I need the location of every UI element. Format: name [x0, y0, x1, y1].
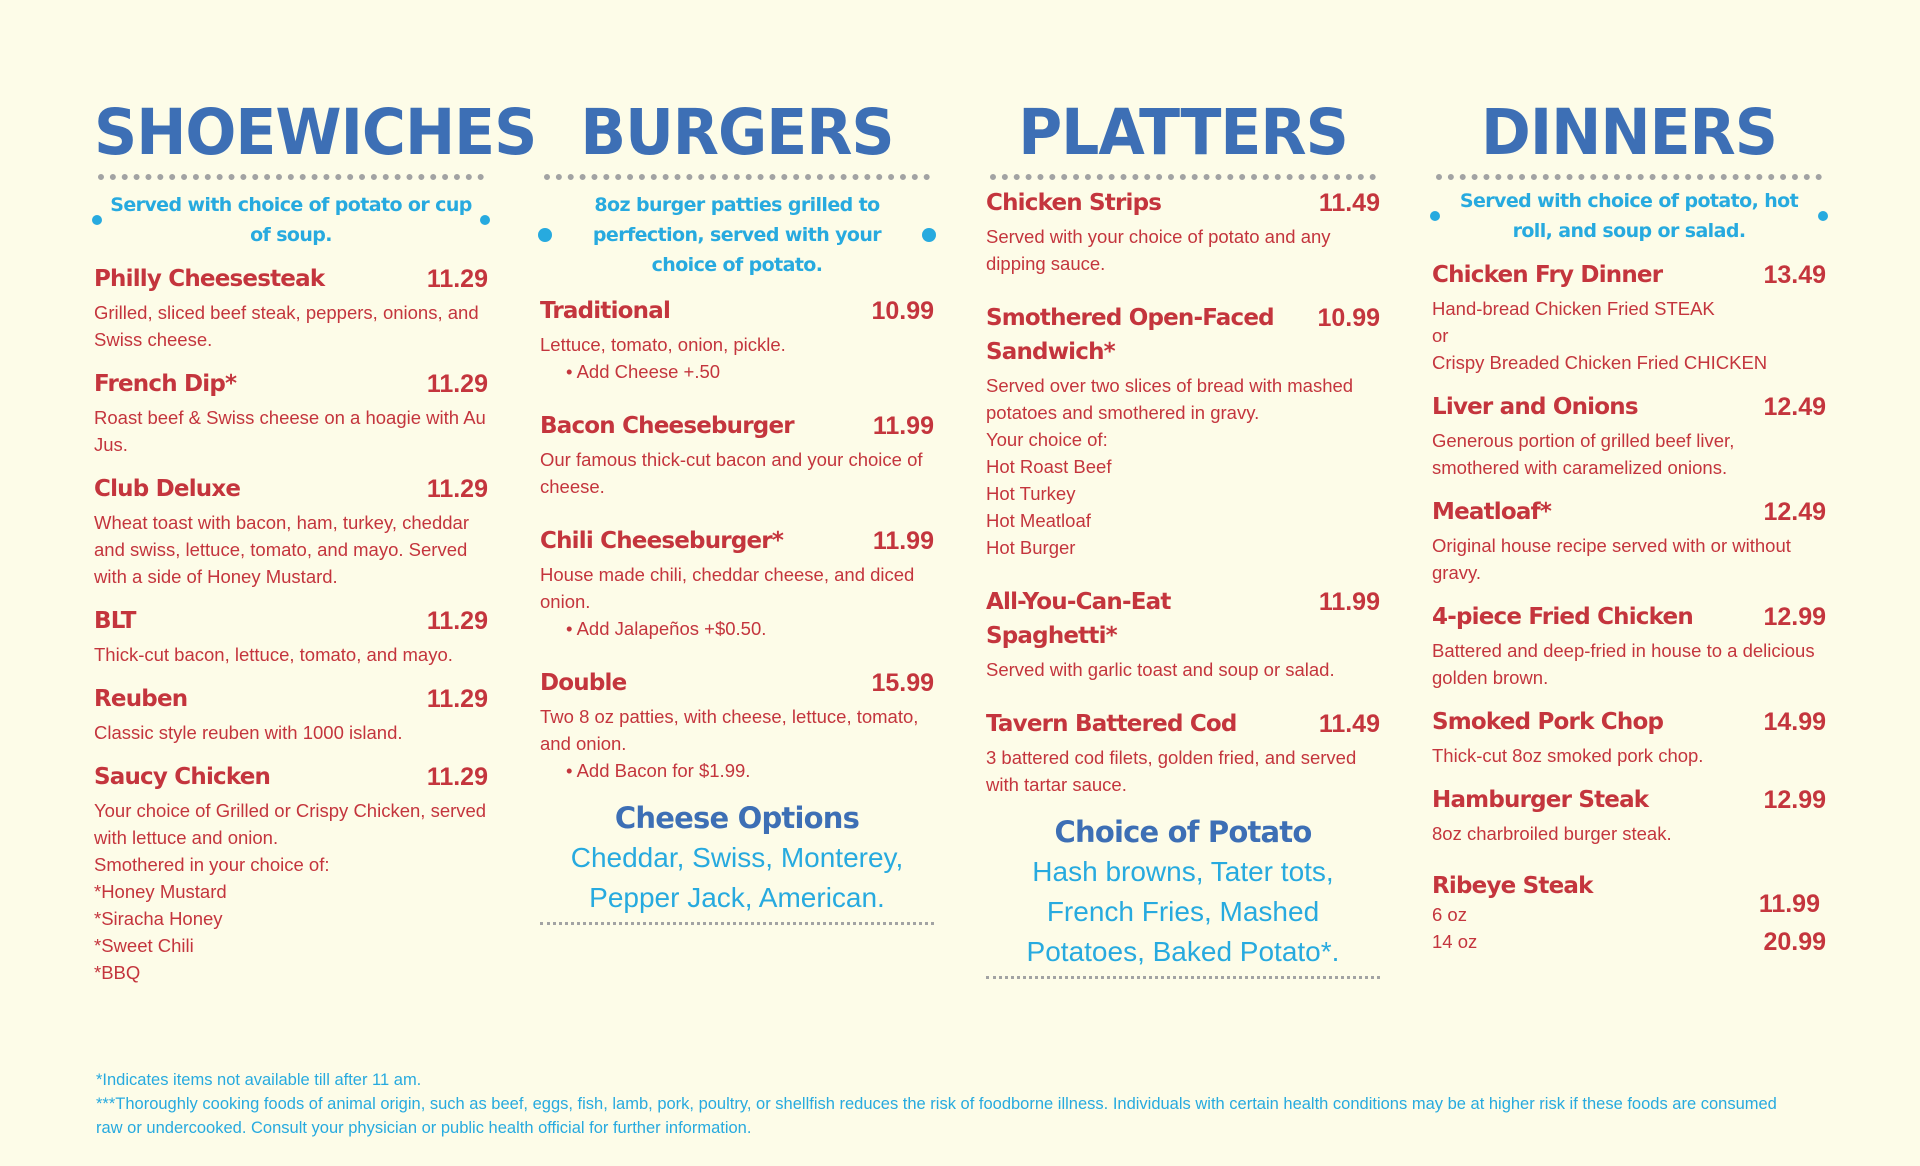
item-price: 10.99 [871, 297, 934, 325]
item-price: 11.99 [1318, 588, 1380, 616]
description-line: 3 battered cod filets, golden fried, and served with tartar sauce. [986, 747, 1357, 795]
bullet-icon [922, 228, 936, 242]
item-description [540, 446, 934, 500]
item-header [94, 472, 488, 506]
item-addon: • Add Bacon for $1.99. [566, 760, 751, 781]
description-line: *BBQ [94, 962, 141, 983]
item-name: Meatloaf* [1432, 499, 1552, 525]
item-description [94, 299, 488, 353]
description-line: *Sweet Chili [94, 935, 194, 956]
item-price: 11.99 [872, 412, 934, 440]
description-line: *Siracha Honey [94, 908, 223, 929]
description-line: Crispy Breaded Chicken Fried CHICKEN [1432, 352, 1768, 373]
menu-item [1432, 783, 1826, 847]
description-line: or [1432, 325, 1449, 346]
dinners-section [1432, 98, 1826, 959]
item-name: Traditional [540, 298, 671, 324]
item-description [94, 509, 488, 590]
description-line: Served over two slices of bread with mashed potatoes and smothered in gravy. [986, 375, 1354, 423]
item-price: 11.49 [1318, 710, 1380, 738]
item-name: Club Deluxe [94, 476, 241, 502]
dotted-divider [1436, 174, 1822, 180]
item-name: 4-piece Fried Chicken [1432, 604, 1693, 630]
item-price: 11.29 [426, 685, 488, 713]
item-addon: • Add Cheese +.50 [566, 361, 721, 382]
dotted-divider [544, 174, 930, 180]
description-line: Hot Turkey [986, 483, 1076, 504]
menu-item [540, 409, 934, 500]
item-name: French Dip* [94, 371, 237, 397]
item-name: Chili Cheeseburger* [540, 528, 784, 554]
section-subtitle: Served with choice of potato, hot roll, and soup or salad. [1459, 190, 1799, 242]
item-description [94, 797, 488, 986]
section-subtitle-wrap [1432, 186, 1826, 246]
item-header [94, 367, 488, 401]
item-price: 11.29 [426, 265, 488, 293]
item-price: 12.49 [1763, 498, 1826, 526]
item-price: 12.99 [1763, 603, 1826, 631]
bullet-icon [92, 215, 102, 225]
item-name: BLT [94, 608, 136, 634]
bullet-icon [480, 215, 490, 225]
menu-item [540, 666, 934, 784]
menu-items [1432, 258, 1826, 847]
item-description [94, 719, 488, 746]
ribeye-prices [1759, 887, 1826, 959]
item-price: 11.29 [426, 607, 488, 635]
description-line: Wheat toast with bacon, ham, turkey, cheddar and swiss, lettuce, tomato, and mayo. Served with a side of Honey Mustard. [94, 512, 469, 587]
item-price: 10.99 [1317, 304, 1380, 332]
item-price: 12.49 [1763, 393, 1826, 421]
item-description [540, 331, 934, 385]
section-subtitle: Served with choice of potato or cup of soup. [110, 194, 472, 246]
description-line: *Honey Mustard [94, 881, 227, 902]
item-price: 12.99 [1763, 786, 1826, 814]
menu-item [1432, 600, 1826, 691]
menu-item [94, 604, 488, 668]
description-line: Thick-cut bacon, lettuce, tomato, and mayo. [94, 644, 453, 665]
item-name: Bacon Cheeseburger [540, 413, 794, 439]
item-description [540, 703, 934, 784]
item-description [1432, 295, 1826, 376]
menu-items [986, 186, 1380, 798]
availability-note: *Indicates items not available till after 11 am. [96, 1071, 422, 1089]
menu-item [94, 472, 488, 590]
item-name: All-You-Can-Eat Spaghetti* [986, 589, 1171, 649]
item-description [94, 641, 488, 668]
item-header [1432, 495, 1826, 529]
item-header [1432, 783, 1826, 817]
item-header [540, 294, 934, 328]
description-line: Smothered in your choice of: [94, 854, 330, 875]
item-name: Double [540, 670, 627, 696]
dotted-divider [990, 174, 1376, 180]
menu-item [986, 301, 1380, 561]
item-description [1432, 742, 1826, 769]
cheese-options-list: Cheddar, Swiss, Monterey, Pepper Jack, American. [570, 842, 904, 913]
ribeye-price-small: 11.99 [1758, 890, 1820, 918]
menu-item [986, 585, 1380, 683]
platters-section [986, 98, 1380, 979]
description-line: Generous portion of grilled beef liver, smothered with caramelized onions. [1432, 430, 1735, 478]
item-header [94, 604, 488, 638]
menu-item [986, 186, 1380, 277]
description-line: Two 8 oz patties, with cheese, lettuce, tomato, and onion. [540, 706, 919, 754]
cheese-options-title: Cheese Options [614, 801, 860, 835]
item-header [1432, 258, 1826, 292]
description-line: Thick-cut 8oz smoked pork chop. [1432, 745, 1704, 766]
description-line: House made chili, cheddar cheese, and diced onion. [540, 564, 915, 612]
item-price: 11.99 [872, 527, 934, 555]
potato-options-list: Hash browns, Tater tots, French Fries, Mashed Potatoes, Baked Potato*. [1026, 856, 1340, 967]
potato-options-title: Choice of Potato [1054, 815, 1312, 849]
section-title: DINNERS [1481, 96, 1777, 170]
bullet-icon [538, 228, 552, 242]
footer-notes [96, 1068, 1796, 1140]
item-header [540, 666, 934, 700]
item-description [1432, 532, 1826, 586]
menu-item [1432, 495, 1826, 586]
item-price: 15.99 [871, 669, 934, 697]
item-name: Chicken Strips [986, 190, 1162, 216]
item-description [1432, 820, 1826, 847]
item-addon: • Add Jalapeños +$0.50. [566, 618, 767, 639]
item-header [986, 186, 1380, 220]
menu-item [94, 682, 488, 746]
description-line: Your choice of: [986, 429, 1108, 450]
item-header [1432, 390, 1826, 424]
menu-items [94, 262, 488, 986]
description-line: Your choice of Grilled or Crispy Chicken, served with lettuce and onion. [94, 800, 487, 848]
dotted-divider [986, 976, 1380, 979]
dotted-divider [540, 922, 934, 925]
item-name: Smothered Open-Faced Sandwich* [986, 305, 1274, 365]
item-header [94, 682, 488, 716]
item-header [540, 524, 934, 558]
bullet-icon [1430, 211, 1440, 221]
item-header [1432, 705, 1826, 739]
item-header [986, 301, 1380, 369]
item-price: 11.29 [426, 475, 488, 503]
menu-items [540, 294, 934, 784]
burgers-section [540, 98, 934, 925]
item-description [540, 561, 934, 642]
menu-item-ribeye [1432, 869, 1826, 959]
section-subtitle: 8oz burger patties grilled to perfection, served with your choice of potato. [592, 194, 882, 276]
menu-item [1432, 390, 1826, 481]
ribeye-size-small: 6 oz [1432, 904, 1467, 925]
description-line: Served with your choice of potato and any dipping sauce. [986, 226, 1331, 274]
item-description [986, 744, 1380, 798]
item-price: 13.49 [1763, 261, 1826, 289]
ribeye-price-large: 20.99 [1763, 928, 1826, 956]
dotted-divider [98, 174, 484, 180]
menu-item [540, 294, 934, 385]
description-line: Lettuce, tomato, onion, pickle. [540, 334, 786, 355]
menu-item [986, 707, 1380, 798]
bullet-icon [1818, 211, 1828, 221]
section-title: SHOEWICHES [94, 96, 537, 170]
health-disclaimer: ***Thoroughly cooking foods of animal origin, such as beef, eggs, fish, lamb, pork, poultry, or shellfish reduces the risk of foodborne illness. Individuals with certain health conditions may be at higher risk if these foods are consumed raw or undercooked. Consult your physician or public health official for further information. [96, 1095, 1777, 1137]
item-description [1432, 637, 1826, 691]
shoewiches-section [94, 96, 537, 986]
description-line: Classic style reuben with 1000 island. [94, 722, 403, 743]
item-name: Liver and Onions [1432, 394, 1638, 420]
item-header [540, 409, 934, 443]
description-line: Battered and deep-fried in house to a delicious golden brown. [1432, 640, 1815, 688]
item-price: 14.99 [1763, 708, 1826, 736]
item-name: Hamburger Steak [1432, 787, 1649, 813]
item-price: 11.29 [426, 763, 488, 791]
item-name: Tavern Battered Cod [986, 711, 1237, 737]
item-description [986, 223, 1380, 277]
section-subtitle-wrap [540, 190, 934, 280]
description-line: Hand-bread Chicken Fried STEAK [1432, 298, 1715, 319]
item-header [986, 585, 1380, 653]
description-line: Hot Burger [986, 537, 1076, 558]
item-name: Reuben [94, 686, 188, 712]
description-line: Hot Roast Beef [986, 456, 1112, 477]
item-description [94, 404, 488, 458]
menu-item [1432, 258, 1826, 376]
menu-item [1432, 705, 1826, 769]
menu-item [94, 367, 488, 458]
description-line: Hot Meatloaf [986, 510, 1091, 531]
item-header [1432, 600, 1826, 634]
section-title: BURGERS [580, 96, 894, 170]
item-price: 11.49 [1318, 189, 1380, 217]
description-line: Roast beef & Swiss cheese on a hoagie with Au Jus. [94, 407, 486, 455]
item-description [986, 372, 1380, 561]
description-line: Served with garlic toast and soup or salad. [986, 659, 1335, 680]
description-line: Grilled, sliced beef steak, peppers, onions, and Swiss cheese. [94, 302, 479, 350]
menu-item [540, 524, 934, 642]
item-name: Smoked Pork Chop [1432, 709, 1664, 735]
section-subtitle-wrap [94, 190, 488, 250]
section-title: PLATTERS [1018, 96, 1348, 170]
menu-item [94, 760, 488, 986]
item-header [94, 262, 488, 296]
description-line: Original house recipe served with or without gravy. [1432, 535, 1791, 583]
item-name: Saucy Chicken [94, 764, 271, 790]
item-name: Philly Cheesesteak [94, 266, 325, 292]
item-name: Ribeye Steak [1432, 873, 1593, 899]
description-line: Our famous thick-cut bacon and your choice of cheese. [540, 449, 923, 497]
ribeye-sizes [1432, 901, 1477, 959]
item-header [986, 707, 1380, 741]
item-price: 11.29 [426, 370, 488, 398]
item-description [986, 656, 1380, 683]
menu-item [94, 262, 488, 353]
item-header [94, 760, 488, 794]
ribeye-size-large: 14 oz [1432, 931, 1478, 952]
item-description [1432, 427, 1826, 481]
item-name: Chicken Fry Dinner [1432, 262, 1663, 288]
description-line: 8oz charbroiled burger steak. [1432, 823, 1672, 844]
